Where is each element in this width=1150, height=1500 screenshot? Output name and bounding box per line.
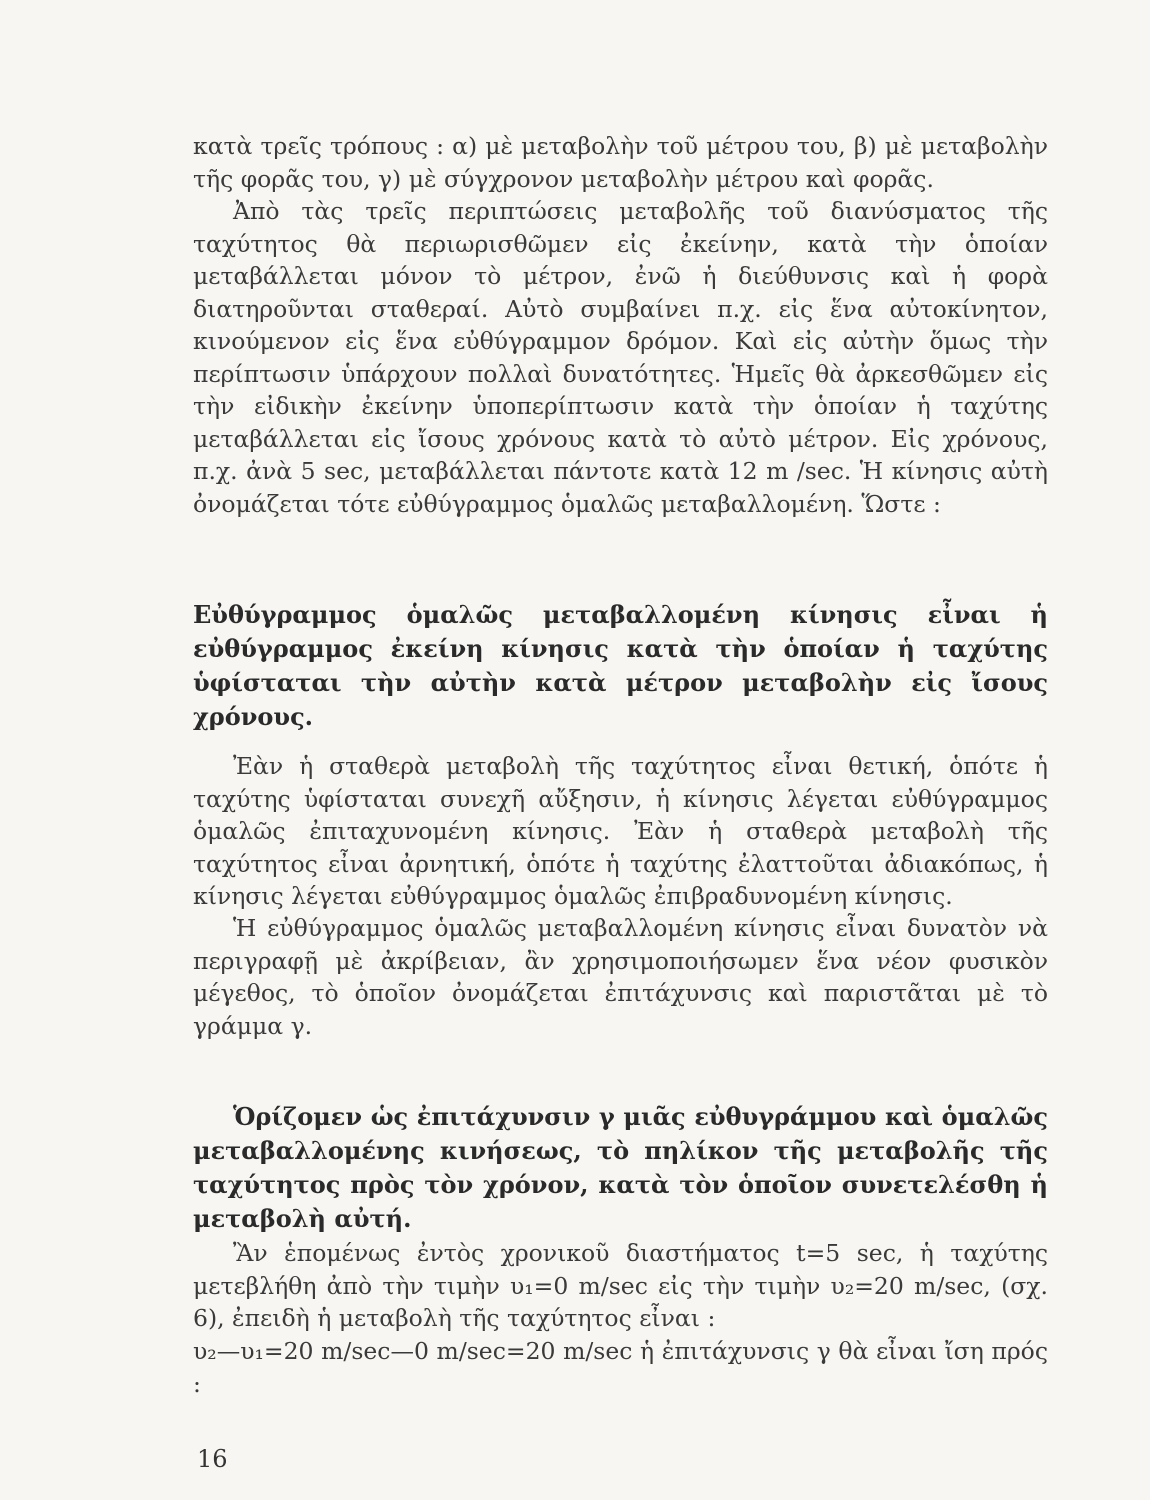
definition-uniform-acceleration: Εὐθύγραμμος ὁμαλῶς μεταβαλλομένη κίνησις εἶναι ἡ εὐθύγραμμος ἐκείνη κίνησις κατὰ τὴν ὁποίαν ἡ ταχύτης ὑφίσταται τὴν αὐτὴν κατὰ μέτρον μεταβολὴν εἰς ἴσους χρόνους. (193, 600, 1048, 731)
paragraph-equation: υ₂—υ₁=20 m/sec—0 m/sec=20 m/sec ἡ ἐπιτάχυνσις γ θὰ εἶναι ἴση πρός : (193, 1337, 1048, 1398)
page-number: 16 (197, 1445, 228, 1473)
paragraph-intro: κατὰ τρεῖς τρόπους : α) μὲ μεταβολὴν τοῦ μέτρου του, β) μὲ μεταβολὴν τῆς φορᾶς του, γ) μὲ σύγχρονον μεταβολὴν μέτρου καὶ φορᾶς. (193, 132, 1048, 193)
definition-acceleration: Ὁρίζομεν ὡς ἐπιτάχυνσιν γ μιᾶς εὐθυγράμμου καὶ ὁμαλῶς μεταβαλλομένης κινήσεως, τὸ πηλίκον τῆς μεταβολῆς τῆς ταχύτητος πρὸς τὸν χρόνον, κατὰ τὸν ὁποῖον συνετελέσθη ἡ μεταβολὴ αὐτή. (193, 1102, 1048, 1233)
paragraph-accelerating-decelerating: Ἐὰν ἡ σταθερὰ μεταβολὴ τῆς ταχύτητος εἶναι θετική, ὁπότε ἡ ταχύτης ὑφίσταται συνεχῆ αὔξησιν, ἡ κίνησις λέγεται εὐθύγραμμος ὁμαλῶς ἐπιταχυνομένη κίνησις. Ἐὰν ἡ σταθερὰ μεταβολὴ τῆς ταχύτητος εἶναι ἀρνητική, ὁπότε ἡ ταχύτης ἐλαττοῦται ἀδιακόπως, ἡ κίνησις λέγεται εὐθύγραμμος ὁμαλῶς ἐπιβραδυνομένη κίνησις. (193, 752, 1048, 910)
paragraph-example: Ἂν ἑπομένως ἐντὸς χρονικοῦ διαστήματος t=5 sec, ἡ ταχύτης μετεβλήθη ἀπὸ τὴν τιμὴν υ₁=0 m/sec εἰς τὴν τιμὴν υ₂=20 m/sec, (σχ. 6), ἐπειδὴ ἡ μεταβολὴ τῆς ταχύτητος εἶναι : (193, 1239, 1048, 1332)
paragraph-cases: Ἀπὸ τὰς τρεῖς περιπτώσεις μεταβολῆς τοῦ διανύσματος τῆς ταχύτητος θὰ περιωρισθῶμεν εἰς ἐκείνην, κατὰ τὴν ὁποίαν μεταβάλλεται μόνον τὸ μέτρον, ἐνῶ ἡ διεύθυνσις καὶ ἡ φορὰ διατηροῦνται σταθεραί. Αὐτὸ συμβαίνει π.χ. εἰς ἕνα αὐτοκίνητον, κινούμενον εἰς ἕνα εὐθύγραμμον δρόμον. Καὶ εἰς αὐτὴν ὅμως τὴν περίπτωσιν ὑπάρχουν πολλαὶ δυνατότητες. Ἡμεῖς θὰ ἀρκεσθῶμεν εἰς τὴν εἰδικὴν ἐκείνην ὑποπερίπτωσιν κατὰ τὴν ὁποίαν ἡ ταχύτης μεταβάλλεται εἰς ἴσους χρόνους κατὰ τὸ αὐτὸ μέτρον. Εἰς χρόνους, π.χ. ἀνὰ 5 sec, μεταβάλλεται πάντοτε κατὰ 12 m /sec. Ἡ κίνησις αὐτὴ ὀνομάζεται τότε εὐθύγραμμος ὁμαλῶς μεταβαλλομένη. Ὥστε : (193, 197, 1048, 518)
paragraph-acceleration-intro: Ἡ εὐθύγραμμος ὁμαλῶς μεταβαλλομένη κίνησις εἶναι δυνατὸν νὰ περιγραφῇ μὲ ἀκρίβειαν, ἂν χρησιμοποιήσωμεν ἕνα νέον φυσικὸν μέγεθος, τὸ ὁποῖον ὀνομάζεται ἐπιτάχυνσις καὶ παριστᾶται μὲ τὸ γράμμα γ. (193, 914, 1048, 1040)
